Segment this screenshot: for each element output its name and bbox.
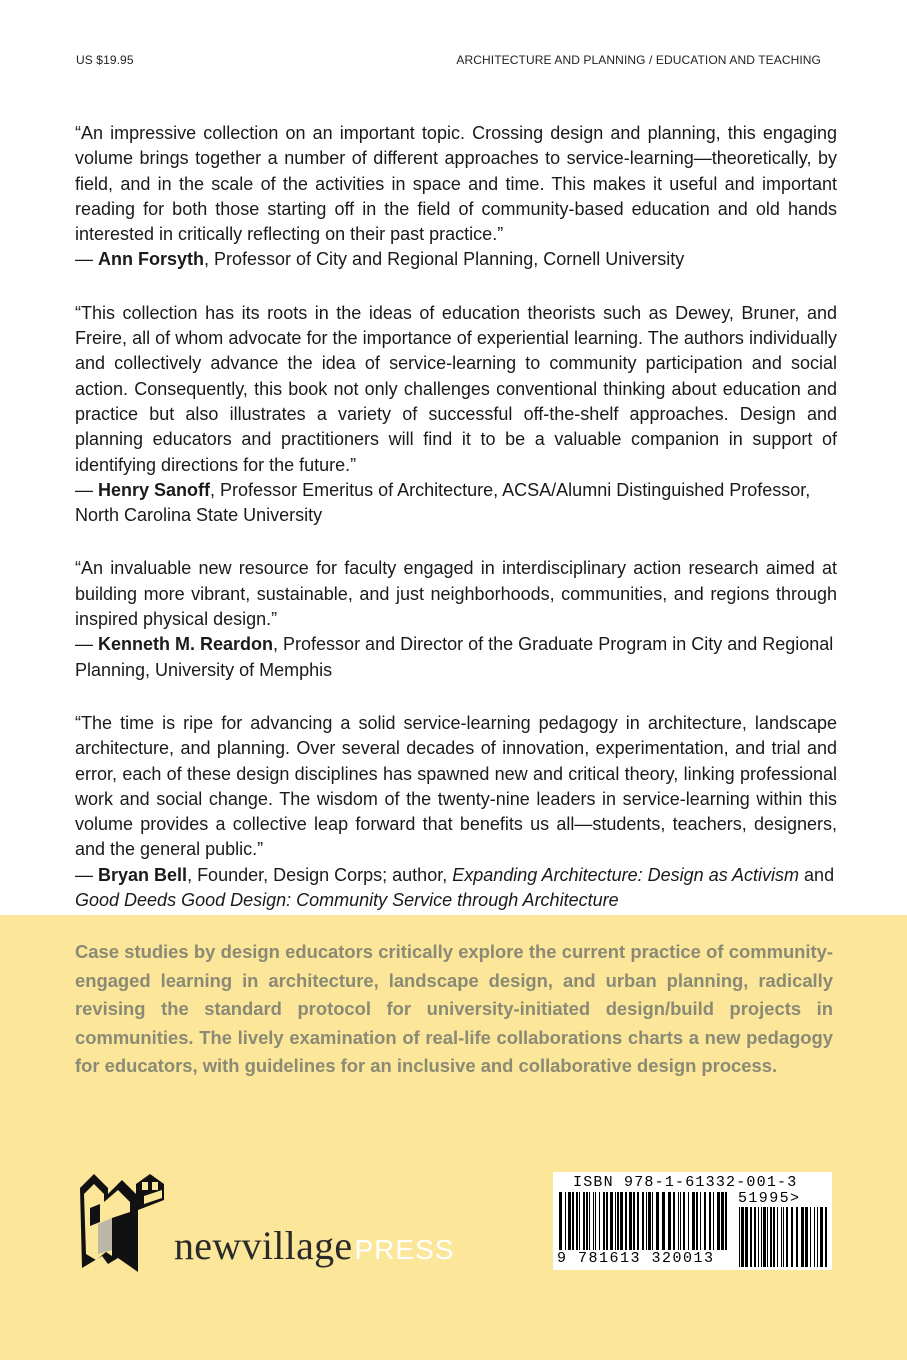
attribution-and: and	[799, 864, 835, 885]
attribution-dash: —	[75, 479, 99, 500]
barcode-bar	[629, 1192, 632, 1250]
barcode-bar	[817, 1207, 818, 1267]
blurb-quote: “An impressive collection on an important topic. Crossing design and planning, this engaging volume brings together a number of different approaches to service-learning—theoretically, by field, and in the scale of the activities in space and time. This makes it useful and important reading for both those starting off in the field of community-based education and old hands interested in critically reflecting on their past practice.”	[75, 123, 837, 245]
barcode-bar	[648, 1192, 651, 1250]
barcode-bar	[717, 1192, 720, 1250]
barcode-bar	[559, 1192, 562, 1250]
barcode-bar	[680, 1192, 681, 1250]
barcode-bar	[637, 1192, 639, 1250]
barcode-bar	[595, 1192, 596, 1250]
addon-barcode-bars	[739, 1207, 827, 1267]
barcode-bar	[617, 1192, 619, 1250]
barcode-bar	[745, 1207, 748, 1267]
blurb-attribution	[75, 478, 837, 529]
publisher-wordmark	[174, 1222, 454, 1269]
blurb-attribution	[75, 863, 837, 914]
blurb-attribution	[75, 632, 837, 683]
blurb-4	[75, 711, 837, 913]
book-summary: Case studies by design educators critically explore the current practice of community-engaged learning in architecture, landscape design, and urban planning, radically revising the standard protocol for university-initiated design/build projects in communities. The lively examination of real-life collaborations charts a new pedagogy for educators, with guidelines for an inclusive and collaborative design process.	[75, 941, 833, 1077]
barcode-bar	[662, 1192, 665, 1250]
ean-barcode-bars	[559, 1192, 727, 1250]
barcode-bar	[791, 1207, 793, 1267]
publisher-logo	[78, 1172, 518, 1282]
price-code-label: 51995>	[738, 1190, 801, 1207]
ean-number: 9 781613 320013	[557, 1250, 715, 1267]
barcode-bar	[572, 1192, 574, 1250]
barcode-bar	[777, 1207, 778, 1267]
barcode-bar	[565, 1192, 566, 1250]
barcode-bar	[786, 1207, 788, 1267]
blurbs-section	[75, 121, 837, 941]
barcode-bar	[805, 1207, 808, 1267]
barcode-bar	[700, 1192, 701, 1250]
barcode-bar	[767, 1207, 768, 1267]
isbn-barcode	[553, 1172, 832, 1270]
barcode-bar	[673, 1192, 675, 1250]
attribution-dash: —	[75, 864, 99, 885]
attribution-affiliation: , Founder, Design Corps; author,	[187, 864, 453, 885]
attribution-affiliation: , Professor Emeritus of Architecture, ACSA/Alumni Distinguished Professor, North Carolina State University	[75, 479, 811, 526]
attribution-name: Henry Sanoff	[98, 479, 211, 500]
barcode-bar	[576, 1192, 578, 1250]
attribution-name: Ann Forsyth	[98, 249, 205, 270]
price-label: US $19.95	[76, 53, 134, 67]
barcode-bar	[820, 1207, 823, 1267]
barcode-bar	[678, 1192, 679, 1250]
barcode-bar	[579, 1192, 580, 1250]
barcode-bar	[713, 1192, 714, 1250]
barcode-bar	[692, 1192, 695, 1250]
barcode-bar	[696, 1192, 698, 1250]
village-logo-icon	[78, 1172, 174, 1274]
barcode-bar	[783, 1207, 784, 1267]
barcode-bar	[709, 1192, 711, 1250]
barcode-bar	[586, 1192, 588, 1250]
barcode-bar	[652, 1192, 653, 1250]
barcode-bar	[642, 1192, 644, 1250]
barcode-bar	[603, 1192, 605, 1250]
barcode-bar	[688, 1192, 689, 1250]
barcode-bar	[568, 1192, 571, 1250]
barcode-bar	[668, 1192, 671, 1250]
barcode-bar	[750, 1207, 752, 1267]
barcode-bar	[796, 1207, 798, 1267]
barcode-bar	[606, 1192, 608, 1250]
attribution-dash: —	[75, 634, 99, 655]
blurb-1	[75, 121, 837, 273]
barcode-bar	[683, 1192, 685, 1250]
barcode-bar	[620, 1192, 623, 1250]
attribution-name: Bryan Bell	[98, 864, 188, 885]
isbn-label: ISBN 978-1-61332-001-3	[573, 1174, 798, 1191]
barcode-bar	[615, 1192, 616, 1250]
attribution-affiliation: , Professor of City and Regional Planning, Cornell University	[204, 249, 685, 270]
barcode-bar	[721, 1192, 724, 1250]
barcode-bar	[754, 1207, 756, 1267]
blurb-attribution	[75, 247, 837, 272]
barcode-bar	[583, 1192, 585, 1250]
publisher-suffix: PRESS	[354, 1234, 455, 1265]
barcode-bar	[656, 1192, 659, 1250]
barcode-bar	[770, 1207, 772, 1267]
barcode-bar	[825, 1207, 827, 1267]
barcode-bar	[739, 1207, 740, 1267]
category-label: ARCHITECTURE AND PLANNING / EDUCATION AND TEACHING	[456, 53, 821, 67]
barcode-bar	[763, 1207, 766, 1267]
barcode-bar	[599, 1192, 600, 1250]
barcode-bar	[633, 1192, 635, 1250]
barcode-bar	[625, 1192, 627, 1250]
blurb-2	[75, 301, 837, 529]
barcode-bar	[646, 1192, 647, 1250]
barcode-bar	[761, 1207, 762, 1267]
attribution-affiliation: , Professor and Director of the Graduate Program in City and Regional Planning, University of Memphis	[75, 634, 834, 680]
attribution-name: Kenneth M. Reardon	[98, 634, 274, 655]
publisher-name: newvillage	[174, 1223, 353, 1268]
barcode-bar	[610, 1192, 613, 1250]
top-bar	[76, 53, 821, 69]
book-title-2: Good Deeds Good Design: Community Service through Architecture	[75, 890, 619, 911]
barcode-bar	[814, 1207, 815, 1267]
barcode-bar	[589, 1192, 590, 1250]
blurb-quote: “The time is ripe for advancing a solid service-learning pedagogy in architecture, landscape architecture, and planning. Over several decades of innovation, experimentation, and trial and error, each of these design disciplines has spawned new and critical theory, linking professional work and social change. The wisdom of the twenty-nine leaders in service-learning within this volume provides a collective leap forward that benefits us all—students, teachers, designers, and the general public.”	[75, 712, 837, 860]
barcode-bar	[704, 1192, 706, 1250]
barcode-bar	[758, 1207, 759, 1267]
blurb-3	[75, 556, 837, 682]
attribution-dash: —	[75, 249, 99, 270]
barcode-bar	[593, 1192, 594, 1250]
barcode-bar	[741, 1207, 744, 1267]
book-title-1: Expanding Architecture: Design as Activism	[452, 864, 800, 885]
barcode-bar	[725, 1192, 727, 1250]
barcode-bar	[773, 1207, 775, 1267]
barcode-bar	[781, 1207, 782, 1267]
barcode-bar	[810, 1207, 811, 1267]
blurb-quote: “This collection has its roots in the ideas of education theorists such as Dewey, Bruner, and Freire, all of whom advocate for the importance of experiential learning. The authors individually and collectively advance the idea of service-learning to community participation and social action. Consequently, this book not only challenges conventional thinking about education and practice but also illustrates a variety of successful off-the-shelf approaches. Design and planning educators and practitioners will find it to be a valuable companion in support of identifying directions for the future.”	[75, 302, 837, 475]
blurb-quote: “An invaluable new resource for faculty engaged in interdisciplinary action research aimed at building more vibrant, sustainable, and just neighborhoods, communities, and regions through inspired physical design.”	[75, 558, 837, 630]
barcode-bar	[801, 1207, 804, 1267]
